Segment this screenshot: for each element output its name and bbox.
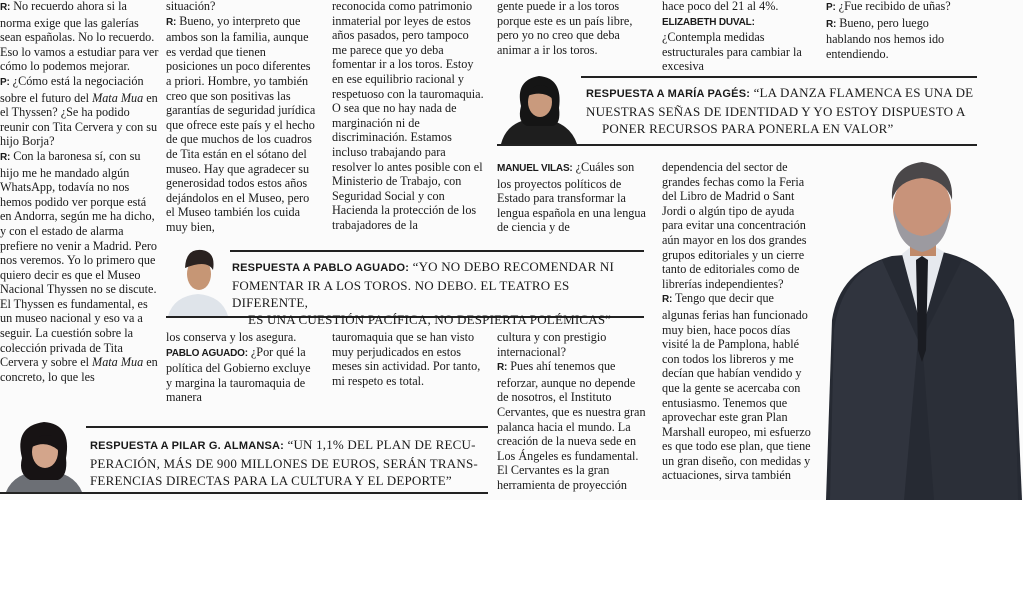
paragraph: situación?	[166, 0, 216, 13]
paragraph: los conserva y los asegura.	[166, 330, 297, 344]
column-3-top	[332, 0, 484, 243]
paragraph: R: Bueno, yo interpreto que ambos son la familia, aunque es verdad que tienen posiciones un poco diferentes a priori. Hombre, yo también creo que son positivas las garantías de seguridad jurídica que ofrece este país y el hecho de que muchos de los cuadros de Tita están en el sótano del museo. Hay que agradecer su generosidad todos estos años dejándolos en el Museo, pero el Museo también los cuida muy bien,	[166, 13, 316, 234]
quote-line: NUESTRAS SEÑAS DE IDENTIDAD Y YO ESTOY DISPUESTO A	[586, 104, 966, 119]
column-2-top	[166, 0, 318, 243]
quote-line: RESPUESTA A PILAR G. ALMANSA: “UN 1,1% DEL PLAN DE RECU-	[90, 437, 476, 452]
blank-bottom-area	[0, 500, 1023, 592]
paragraph: tauromaquia que se han visto muy perjudicados en estos meses sin actividad. Por tanto, mi respeto es total.	[332, 330, 481, 388]
quote-line: RESPUESTA A PABLO AGUADO: “YO NO DEBO RECOMENDAR NI	[232, 259, 615, 274]
column-4-bottom	[497, 330, 649, 500]
paragraph: R: No recuerdo ahora si la norma exige que las galerías sean españolas. No lo recuerdo. Eso lo vamos a estudiar para ver cómo lo podemos mejorar.	[0, 0, 159, 74]
paragraph: R: Tengo que decir que algunas ferias han funcionado muy bien, hace pocos días visité la de Pamplona, hablé con todos los libreros y me decían que habían vendido y que la gente se acercaba con entusiasmo. Tenemos que aprovechar este gran Plan Marshall europeo, mi esfuerzo es que todo ese plan, que tiene un gran diseño, con medidas y actuaciones, sirva también	[662, 291, 811, 483]
quote-line: ES UNA CUESTIÓN PACÍFICA, NO DESPIERTA POLÉMICAS”	[248, 312, 612, 327]
column-3-bottom	[332, 330, 484, 402]
quote-line: FOMENTAR IR A LOS TOROS. NO DEBO. EL TEATRO ES DIFERENTE,	[232, 278, 570, 310]
pull-quote-maria-pages	[497, 76, 977, 146]
pull-quote-text	[90, 436, 486, 489]
column-4-middle	[497, 160, 649, 240]
paragraph: dependencia del sector de grandes fechas como la Feria del Libro de Madrid o Sant Jordi o algún tipo de ayuda para evitar una concentración aún mayor en los dos grandes grupos editoriales y un cierre tanto de editoriales como de librerías independientes?	[662, 160, 807, 291]
paragraph: R: Con la baronesa sí, con su hijo me he mandado algún WhatsApp, todavía no nos hemos podido ver porque está en Andorra, según me ha dicho, y con el estado de alarma prefiere no venir a Madrid. Pero nos veremos. Yo lo primero que quiero decir es que el Museo Nacional Thyssen no se discute. El Thyssen es fundamental, es un museo nacional y eso va a seguir. La cuestión sobre la colección privada de Tita Cervera y sobre el Mata Mua en concreto, lo que les	[0, 148, 158, 384]
pull-quote-pilar-almansa	[0, 426, 488, 494]
quote-line: PERACIÓN, MÁS DE 900 MILLONES DE EUROS, SERÁN TRANS-	[90, 456, 478, 471]
column-5-top	[662, 0, 812, 74]
paragraph: reconocida como patrimonio inmaterial por leyes de estos años pasados, pero tampoco me parece que yo deba fomentar ir a los toros. Estoy en ese equilibrio racional y respetuoso con la tauromaquia. O sea que no hay nada de marginación ni de discriminación. Estamos incluso trabajando para resolver lo antes posible con el Ministerio de Trabajo, con Seguridad Social y con Hacienda la protección de los trabajadores de la	[332, 0, 484, 232]
quote-line: RESPUESTA A MARÍA PAGÉS: “LA DANZA FLAMENCA ES UNA DE	[586, 85, 974, 100]
pull-quote-text	[232, 258, 642, 328]
pull-quote-text	[586, 84, 976, 137]
column-5-middle	[662, 160, 812, 498]
pull-quote-pablo-aguado	[166, 250, 644, 327]
quote-line: FERENCIAS DIRECTAS PARA LA CULTURA Y EL DEPORTE”	[90, 473, 452, 488]
paragraph: ELIZABETH DUVAL: ¿Contempla medidas estructurales para cambiar la excesiva	[662, 16, 802, 74]
column-1	[0, 0, 160, 401]
paragraph: cultura y con prestigio internacional?	[497, 330, 607, 359]
paragraph: R: Bueno, pero luego hablando nos hemos ido entendiendo.	[826, 15, 945, 61]
portrait-photo	[0, 414, 86, 492]
paragraph: gente puede ir a los toros porque este es un país libre, pero yo no creo que deba animar a ir los toros.	[497, 0, 633, 57]
portrait-photo	[497, 66, 581, 144]
paragraph: P: ¿Fue recibido de uñas?	[826, 0, 951, 13]
portrait-photo	[166, 238, 230, 316]
column-4-top	[497, 0, 649, 55]
minister-photo	[822, 160, 1023, 500]
paragraph: MANUEL VILAS: ¿Cuáles son los proyectos políticos de Estado para transformar la lengua española en una lengua de ciencia y de	[497, 160, 646, 235]
column-2-bottom	[166, 330, 318, 405]
paragraph: R: Pues ahí tenemos que reforzar, aunque no depende de nosotros, el Instituto Cervantes, que es nuestra gran palanca hacia el mundo. La creación de la nueva sede en Los Ángeles es fundamental. El Cervantes es la gran herramienta de proyección	[497, 359, 646, 492]
column-6-top	[826, 0, 976, 61]
paragraph: hace poco del 21 al 4%.	[662, 0, 779, 13]
quote-line: PONER RECURSOS PARA PONERLA EN VALOR”	[602, 121, 894, 136]
paragraph: PABLO AGUADO: ¿Por qué la política del Gobierno excluye y margina la tauromaquia de manera	[166, 344, 311, 405]
paragraph: P: ¿Cómo está la negociación sobre el futuro del Mata Mua en el Thyssen? ¿Se ha podido reunir con Tita Cervera y con su hijo Borja?	[0, 73, 158, 149]
